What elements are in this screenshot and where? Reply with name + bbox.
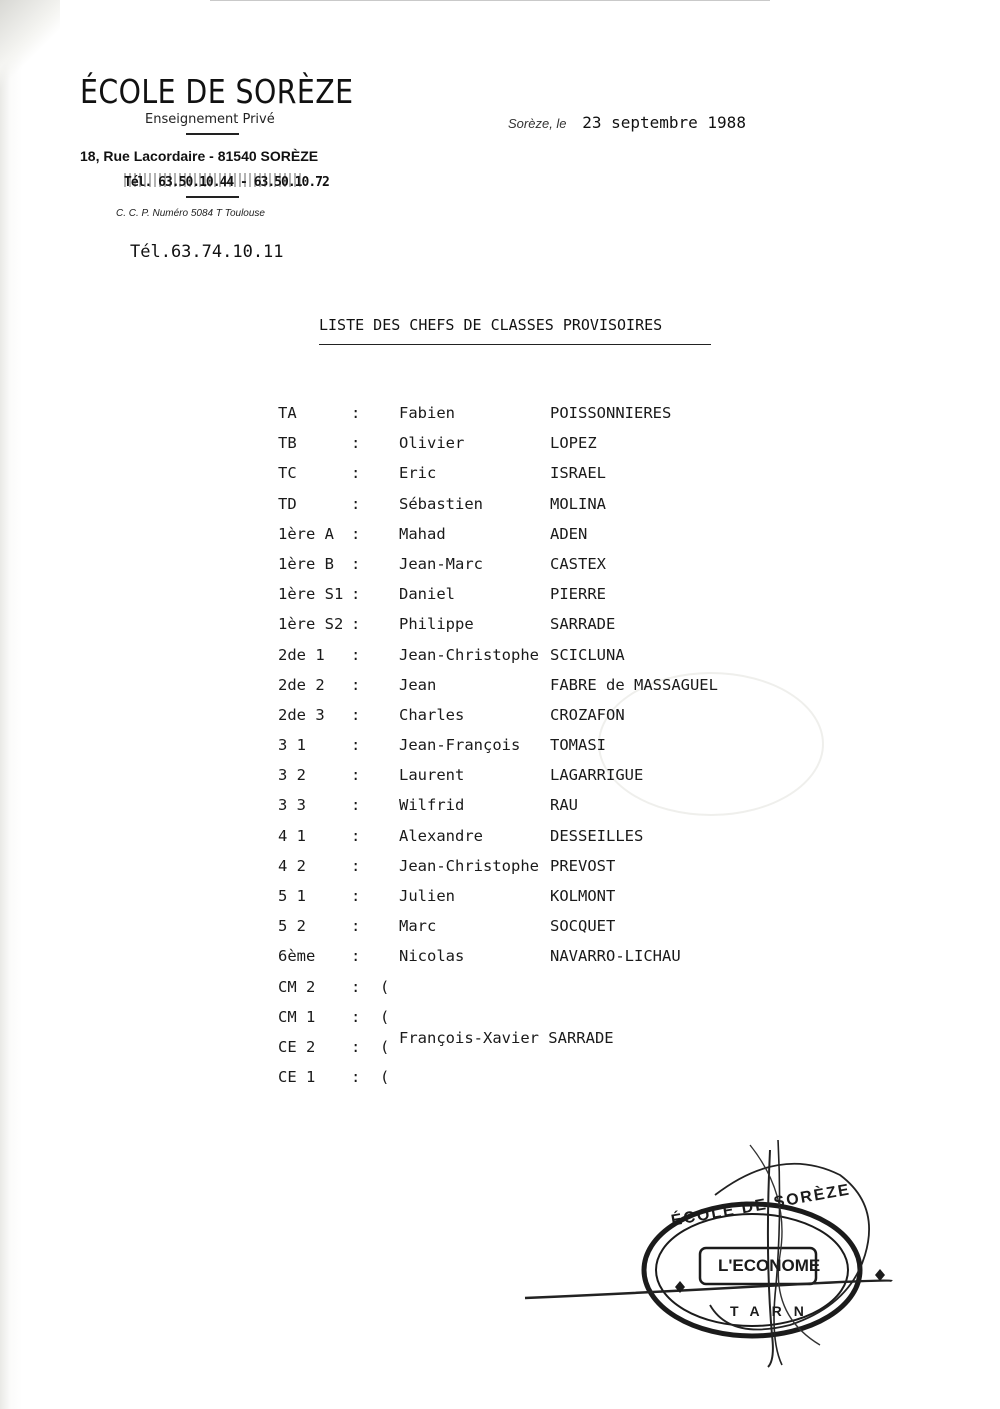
list-item <box>278 495 758 525</box>
first-name: Wilfrid <box>399 796 465 815</box>
list-item <box>278 404 758 434</box>
first-name: Olivier <box>399 434 465 453</box>
separator: : <box>351 977 361 996</box>
list-item <box>278 917 758 947</box>
list-item <box>278 555 758 585</box>
letter-date: 23 septembre 1988 <box>582 113 746 132</box>
last-name: NAVARRO-LICHAU <box>550 947 681 966</box>
folded-corner <box>0 0 60 90</box>
class-label: 3 2 <box>278 766 306 785</box>
last-name: SCICLUNA <box>550 645 625 664</box>
separator: : <box>351 434 361 453</box>
separator: : <box>351 705 361 724</box>
list-item <box>278 706 758 736</box>
last-name: POISSONNIERES <box>550 404 672 422</box>
last-name: LOPEZ <box>550 434 597 453</box>
last-name: SOCQUET <box>550 917 616 936</box>
class-label: CM 2 <box>278 977 316 996</box>
separator: : <box>351 675 361 694</box>
class-label: 1ère B <box>278 554 334 573</box>
first-name: Sébastien <box>399 494 483 513</box>
stamp-and-signature-graphic <box>520 1135 920 1375</box>
stamp-middle-text: L'ECONOME <box>718 1256 821 1275</box>
last-name: TOMASI <box>550 736 606 755</box>
class-label: 2de 3 <box>278 705 325 724</box>
stamp-top-text: ÉCOLE DE SORÈZE <box>669 1181 853 1230</box>
class-label: CM 1 <box>278 1007 316 1026</box>
class-label: TC <box>278 464 297 483</box>
title-underline <box>319 344 711 345</box>
class-label: TD <box>278 494 297 513</box>
struck-telex-line: Tél. 63.50.10.44 - 63.50.10.72 <box>124 175 329 190</box>
class-leaders-list <box>278 404 758 1098</box>
first-name: Jean-Marc <box>399 554 483 573</box>
primary-class-row <box>278 978 758 1008</box>
class-label: TA <box>278 404 297 422</box>
separator: : <box>351 1037 361 1056</box>
dateline <box>508 113 746 132</box>
first-name: Jean-Christophe <box>399 645 539 664</box>
class-label: 5 1 <box>278 887 306 905</box>
list-item <box>278 766 758 796</box>
typed-over-strike <box>124 173 302 187</box>
class-label: CE 2 <box>278 1037 316 1056</box>
last-name: CROZAFON <box>550 705 625 724</box>
separator: : <box>351 615 361 634</box>
separator: : <box>351 1007 361 1026</box>
telephone-number: Tél.63.74.10.11 <box>130 242 284 262</box>
date-place: Sorèze, le <box>508 116 567 131</box>
class-label: 3 3 <box>278 796 306 815</box>
class-label: 2de 2 <box>278 675 325 694</box>
separator: : <box>351 947 361 966</box>
first-name: Julien <box>399 887 455 905</box>
stamp-bottom-text: TARN <box>730 1303 816 1319</box>
last-name: ISRAEL <box>550 464 606 483</box>
class-label: 3 1 <box>278 736 306 755</box>
first-name: Daniel <box>399 585 455 604</box>
top-edge-line <box>210 0 770 1</box>
separator: : <box>351 736 361 755</box>
primary-class-row <box>278 1068 758 1098</box>
class-label: TB <box>278 434 297 453</box>
separator: : <box>351 796 361 815</box>
class-label: 2de 1 <box>278 645 325 664</box>
separator: : <box>351 645 361 664</box>
bracket: ( <box>380 1068 390 1087</box>
last-name: RAU <box>550 796 578 815</box>
last-name: ADEN <box>550 524 588 543</box>
ccp-number: C. C. P. Numéro 5084 T Toulouse <box>116 208 265 219</box>
last-name: FABRE de MASSAGUEL <box>550 675 718 694</box>
list-item <box>278 796 758 826</box>
school-name: ÉCOLE DE SORÈZE <box>80 72 354 111</box>
list-item <box>278 464 758 494</box>
last-name: CASTEX <box>550 554 606 573</box>
first-name: Philippe <box>399 615 474 634</box>
class-label: 4 2 <box>278 856 306 875</box>
list-item <box>278 525 758 555</box>
separator: : <box>351 1068 361 1087</box>
list-item <box>278 887 758 917</box>
first-name: Jean-François <box>399 736 521 755</box>
first-name: Jean <box>399 675 437 694</box>
first-name: Marc <box>399 917 437 936</box>
school-subtitle: Enseignement Privé <box>145 112 275 127</box>
bracket: ( <box>380 977 390 996</box>
first-name: Alexandre <box>399 826 483 845</box>
separator: : <box>351 856 361 875</box>
list-item <box>278 947 758 977</box>
separator: : <box>351 766 361 785</box>
last-name: SARRADE <box>550 615 616 634</box>
bracket: ( <box>380 1007 390 1026</box>
separator: : <box>351 464 361 483</box>
letterhead-divider <box>186 133 239 135</box>
list-item <box>278 827 758 857</box>
class-label: 6ème <box>278 947 316 966</box>
separator: : <box>351 585 361 604</box>
last-name: PIERRE <box>550 585 606 604</box>
separator: : <box>351 826 361 845</box>
econome-stamp <box>520 1135 920 1375</box>
last-name: DESSEILLES <box>550 826 644 845</box>
list-item <box>278 646 758 676</box>
class-label: 5 2 <box>278 917 306 936</box>
document-title: LISTE DES CHEFS DE CLASSES PROVISOIRES <box>319 316 663 334</box>
last-name: LAGARRIGUE <box>550 766 644 785</box>
first-name: Charles <box>399 705 465 724</box>
separator: : <box>351 404 361 422</box>
separator: : <box>351 887 361 905</box>
separator: : <box>351 524 361 543</box>
last-name: MOLINA <box>550 494 606 513</box>
last-name: KOLMONT <box>550 887 616 905</box>
bracket: ( <box>380 1037 390 1056</box>
first-name: Mahad <box>399 524 446 543</box>
letterhead-divider-2 <box>186 196 239 198</box>
primary-group-leader: François-Xavier SARRADE <box>399 1029 614 1047</box>
first-name: Laurent <box>399 766 465 785</box>
separator: : <box>351 554 361 573</box>
class-label: 1ère S2 <box>278 615 344 634</box>
list-item <box>278 736 758 766</box>
first-name: Eric <box>399 464 437 483</box>
list-item <box>278 857 758 887</box>
list-item <box>278 585 758 615</box>
class-label: 1ère A <box>278 524 334 543</box>
list-item <box>278 434 758 464</box>
separator: : <box>351 494 361 513</box>
class-label: 1ère S1 <box>278 585 344 604</box>
first-name: Nicolas <box>399 947 465 966</box>
class-label: 4 1 <box>278 826 306 845</box>
first-name: Jean-Christophe <box>399 856 539 875</box>
separator: : <box>351 917 361 936</box>
last-name: PREVOST <box>550 856 616 875</box>
first-name: Fabien <box>399 404 455 422</box>
class-label: CE 1 <box>278 1068 316 1087</box>
list-item <box>278 615 758 645</box>
list-item <box>278 676 758 706</box>
school-address: 18, Rue Lacordaire - 81540 SORÈZE <box>80 148 319 164</box>
